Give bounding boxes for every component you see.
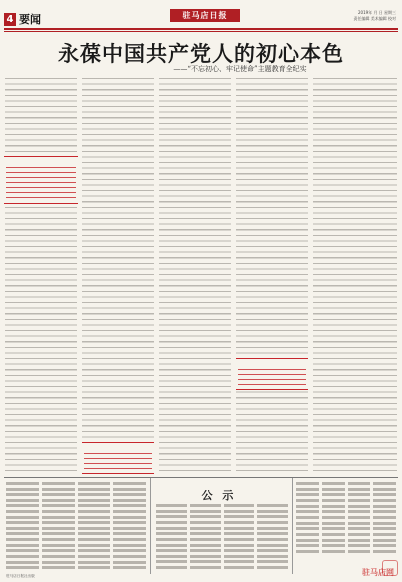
text-column-5 (313, 78, 397, 474)
header-info-date: 2019年 月 日 星期三 (358, 10, 396, 15)
notice-title: 公 示 (201, 489, 237, 502)
footer-text: 驻马店日报社出版 (6, 574, 35, 578)
article-subtitle: ——“不忘初心、牢记使命”主题教育全纪实 (173, 65, 307, 73)
pull-quote-2 (236, 358, 308, 390)
masthead (170, 9, 240, 22)
name-list-middle (156, 504, 288, 570)
masthead-label: 驻马店日报 (182, 10, 228, 20)
bottom-rule (4, 477, 398, 478)
text-column-4 (236, 78, 308, 474)
bottom-divider-left (150, 478, 151, 574)
header-rule (4, 28, 398, 30)
section-number: 4 (4, 13, 16, 26)
article-title: 永葆中国共产党人的初心本色 (58, 41, 344, 66)
header-info (286, 10, 396, 22)
name-list-left (6, 482, 146, 570)
section-name: 要闻 (19, 13, 41, 26)
header-rule-thin (4, 31, 398, 32)
text-column-2 (82, 78, 154, 474)
page-header (0, 0, 402, 28)
name-list-right (296, 482, 396, 554)
header-info-editors: 责任编辑 美术编辑 校对 (353, 16, 396, 21)
pull-quote-3 (82, 442, 154, 474)
pull-quote-1 (4, 156, 78, 204)
text-column-1 (5, 78, 77, 474)
text-column-3 (159, 78, 231, 474)
bottom-divider-right (292, 478, 293, 574)
watermark: 驻马店网 (362, 568, 394, 577)
